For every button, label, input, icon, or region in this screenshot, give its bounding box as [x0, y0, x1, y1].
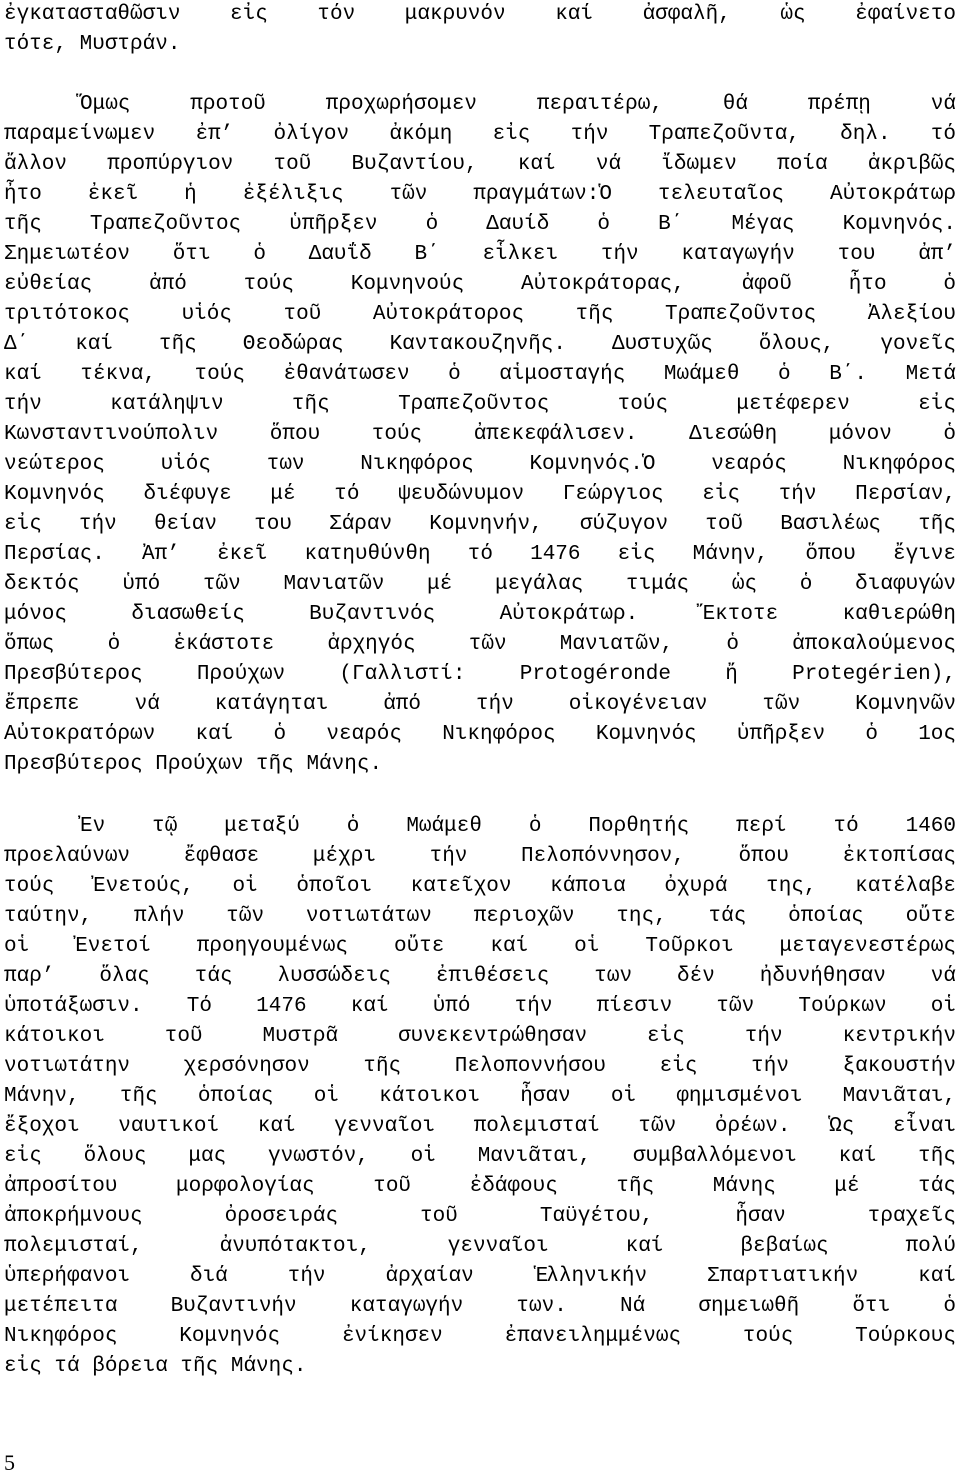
text-line: ἔξοχοι ναυτικοί καί γενναῖοι πολεμισταί τῶν ὀρέων. Ὡς εἶναι: [4, 1115, 956, 1138]
text-line: ὑποτάξωσιν. Τό 1476 καί ὑπό τήν πίεσιν τῶν Τούρκων οἱ: [4, 995, 956, 1018]
text-line: Σημειωτέον ὅτι ὁ Δαυΐδ Β΄ εἷλκει τήν καταγωγήν του ἀπ’: [4, 243, 956, 266]
text-line: Αὐτοκρατόρων καί ὁ νεαρός Νικηφόρος Κομνηνός ὑπῆρξεν ὁ 1ος: [4, 723, 956, 746]
text-line: μόνος διασωθείς Βυζαντινός Αὐτοκράτωρ. Ἔκτοτε καθιερώθη: [4, 603, 956, 626]
text-line: καί τέκνα, τούς ἐθανάτωσεν ὁ αἱμοσταγής Μωάμεθ ὁ Β΄. Μετά: [4, 363, 956, 386]
text-line: Ἐν τῷ μεταξύ ὁ Μωάμεθ ὁ Πορθητής περί τό 1460: [80, 815, 956, 838]
text-line: δεκτός ὑπό τῶν Μανιατῶν μέ μεγάλας τιμάς ὡς ὁ διαφυγών: [4, 573, 956, 596]
text-line: παρ’ ὅλας τάς λυσσώδεις ἐπιθέσεις των δέν ἠδυνήθησαν νά: [4, 965, 956, 988]
text-line: Πρεσβύτερος Προύχων τῆς Μάνης.: [4, 753, 383, 776]
text-line: παραμείνωμεν ἐπ’ ὀλίγον ἀκόμη εἰς τήν Τραπεζοῦντα, δηλ. τό: [4, 123, 956, 146]
text-line: ἐγκατασταθῶσιν εἰς τόν μακρυνόν καί ἀσφαλῆ, ὡς ἐφαίνετο: [4, 3, 956, 26]
text-line: τῆς Τραπεζοῦντος ὑπῆρξεν ὁ Δαυίδ ὁ Β΄ Μέγας Κομνηνός.: [4, 213, 956, 236]
text-line: εἰς ὅλους μας γνωστόν, οἱ Μανιᾶται, συμβαλλόμενοι καί τῆς: [4, 1145, 956, 1168]
text-line: τότε, Μυστράν.: [4, 33, 181, 56]
text-line: ὑπερήφανοι διά τήν ἀρχαίαν Ἑλληνικήν Σπαρτιατικήν καί: [4, 1265, 956, 1288]
page-number: 5: [4, 1450, 15, 1475]
text-line: Δ΄ καί τῆς Θεοδώρας Καντακουζηνῆς. Δυστυχῶς ὅλους, γονεῖς: [4, 333, 956, 356]
text-line: προελαύνων ἔφθασε μέχρι τήν Πελοπόννησον, ὅπου ἐκτοπίσας: [4, 845, 956, 868]
text-line: Περσίας. Ἀπ’ ἐκεῖ κατηυθύνθη τό 1476 εἰς Μάνην, ὅπου ἔγινε: [4, 543, 956, 566]
text-line: Πρεσβύτερος Προύχων (Γαλλιστί: Protogéronde ἤ Protegérien),: [4, 663, 956, 686]
text-line: Νικηφόρος Κομνηνός ἐνίκησεν ἐπανειλημμένως τούς Τούρκους: [4, 1325, 956, 1348]
text-line: εὐθείας ἀπό τούς Κομνηνούς Αὐτοκράτορας, ἀφοῦ ἦτο ὁ: [4, 273, 956, 296]
text-line: Κομνηνός διέφυγε μέ τό ψευδώνυμον Γεώργιος εἰς τήν Περσίαν,: [4, 483, 956, 506]
text-line: νεώτερος υἱός των Νικηφόρος Κομνηνός.Ὁ νεαρός Νικηφόρος: [4, 453, 956, 476]
text-line: μετέπειτα Βυζαντινήν καταγωγήν των. Νά σημειωθῆ ὅτι ὁ: [4, 1295, 956, 1318]
text-line: ἔπρεπε νά κατάγηται ἀπό τήν οἰκογένειαν τῶν Κομνηνῶν: [4, 693, 956, 716]
text-line: Ὅμως προτοῦ προχωρήσομεν περαιτέρω, θά πρέπῃ νά: [80, 93, 956, 116]
text-line: ἄλλον προπύργιον τοῦ Βυζαντίου, καί νά ἴδωμεν ποία ἀκριβῶς: [4, 153, 956, 176]
text-line: ἦτο ἐκεῖ ἡ ἐξέλιξις τῶν πραγμάτων:Ὁ τελευταῖος Αὐτοκράτωρ: [4, 183, 956, 206]
text-line: τούς Ἐνετούς, οἱ ὁποῖοι κατεῖχον κάποια ὀχυρά της, κατέλαβε: [4, 875, 956, 898]
text-line: ἀπροσίτου μορφολογίας τοῦ ἐδάφους τῆς Μάνης μέ τάς: [4, 1175, 956, 1198]
text-line: εἰς τήν θείαν του Σάραν Κομνηνήν, σύζυγον τοῦ Βασιλέως τῆς: [4, 513, 956, 536]
text-line: κάτοικοι τοῦ Μυστρᾶ συνεκεντρώθησαν εἰς τήν κεντρικήν: [4, 1025, 956, 1048]
text-line: Μάνην, τῆς ὁποίας οἱ κάτοικοι ἦσαν οἱ φημισμένοι Μανιᾶται,: [4, 1085, 956, 1108]
text-line: τριτότοκος υἱός τοῦ Αὐτοκράτορος τῆς Τραπεζοῦντος Ἀλεξίου: [4, 303, 956, 326]
text-line: τήν κατάληψιν τῆς Τραπεζοῦντος τούς μετέφερεν εἰς: [4, 393, 956, 416]
text-line: ἀποκρήμνους ὀροσειράς τοῦ Ταϋγέτου, ἦσαν τραχεῖς: [4, 1205, 956, 1228]
text-line: πολεμισταί, ἀνυπότακτοι, γενναῖοι καί βεβαίως πολύ: [4, 1235, 956, 1258]
text-line: εἰς τά βόρεια τῆς Μάνης.: [4, 1355, 307, 1378]
text-line: ταύτην, πλήν τῶν νοτιωτάτων περιοχῶν της, τάς ὁποίας οὔτε: [4, 905, 956, 928]
text-line: ὅπως ὁ ἑκάστοτε ἀρχηγός τῶν Μανιατῶν, ὁ ἀποκαλούμενος: [4, 633, 956, 656]
text-line: νοτιωτάτην χερσόνησον τῆς Πελοποννήσου εἰς τήν ξακουστήν: [4, 1055, 956, 1078]
text-line: Κωνσταντινούπολιν ὅπου τούς ἀπεκεφάλισεν. Διεσώθη μόνον ὁ: [4, 423, 956, 446]
text-line: οἱ Ἐνετοί προηγουμένως οὔτε καί οἱ Τοῦρκοι μεταγενεστέρως: [4, 935, 956, 958]
